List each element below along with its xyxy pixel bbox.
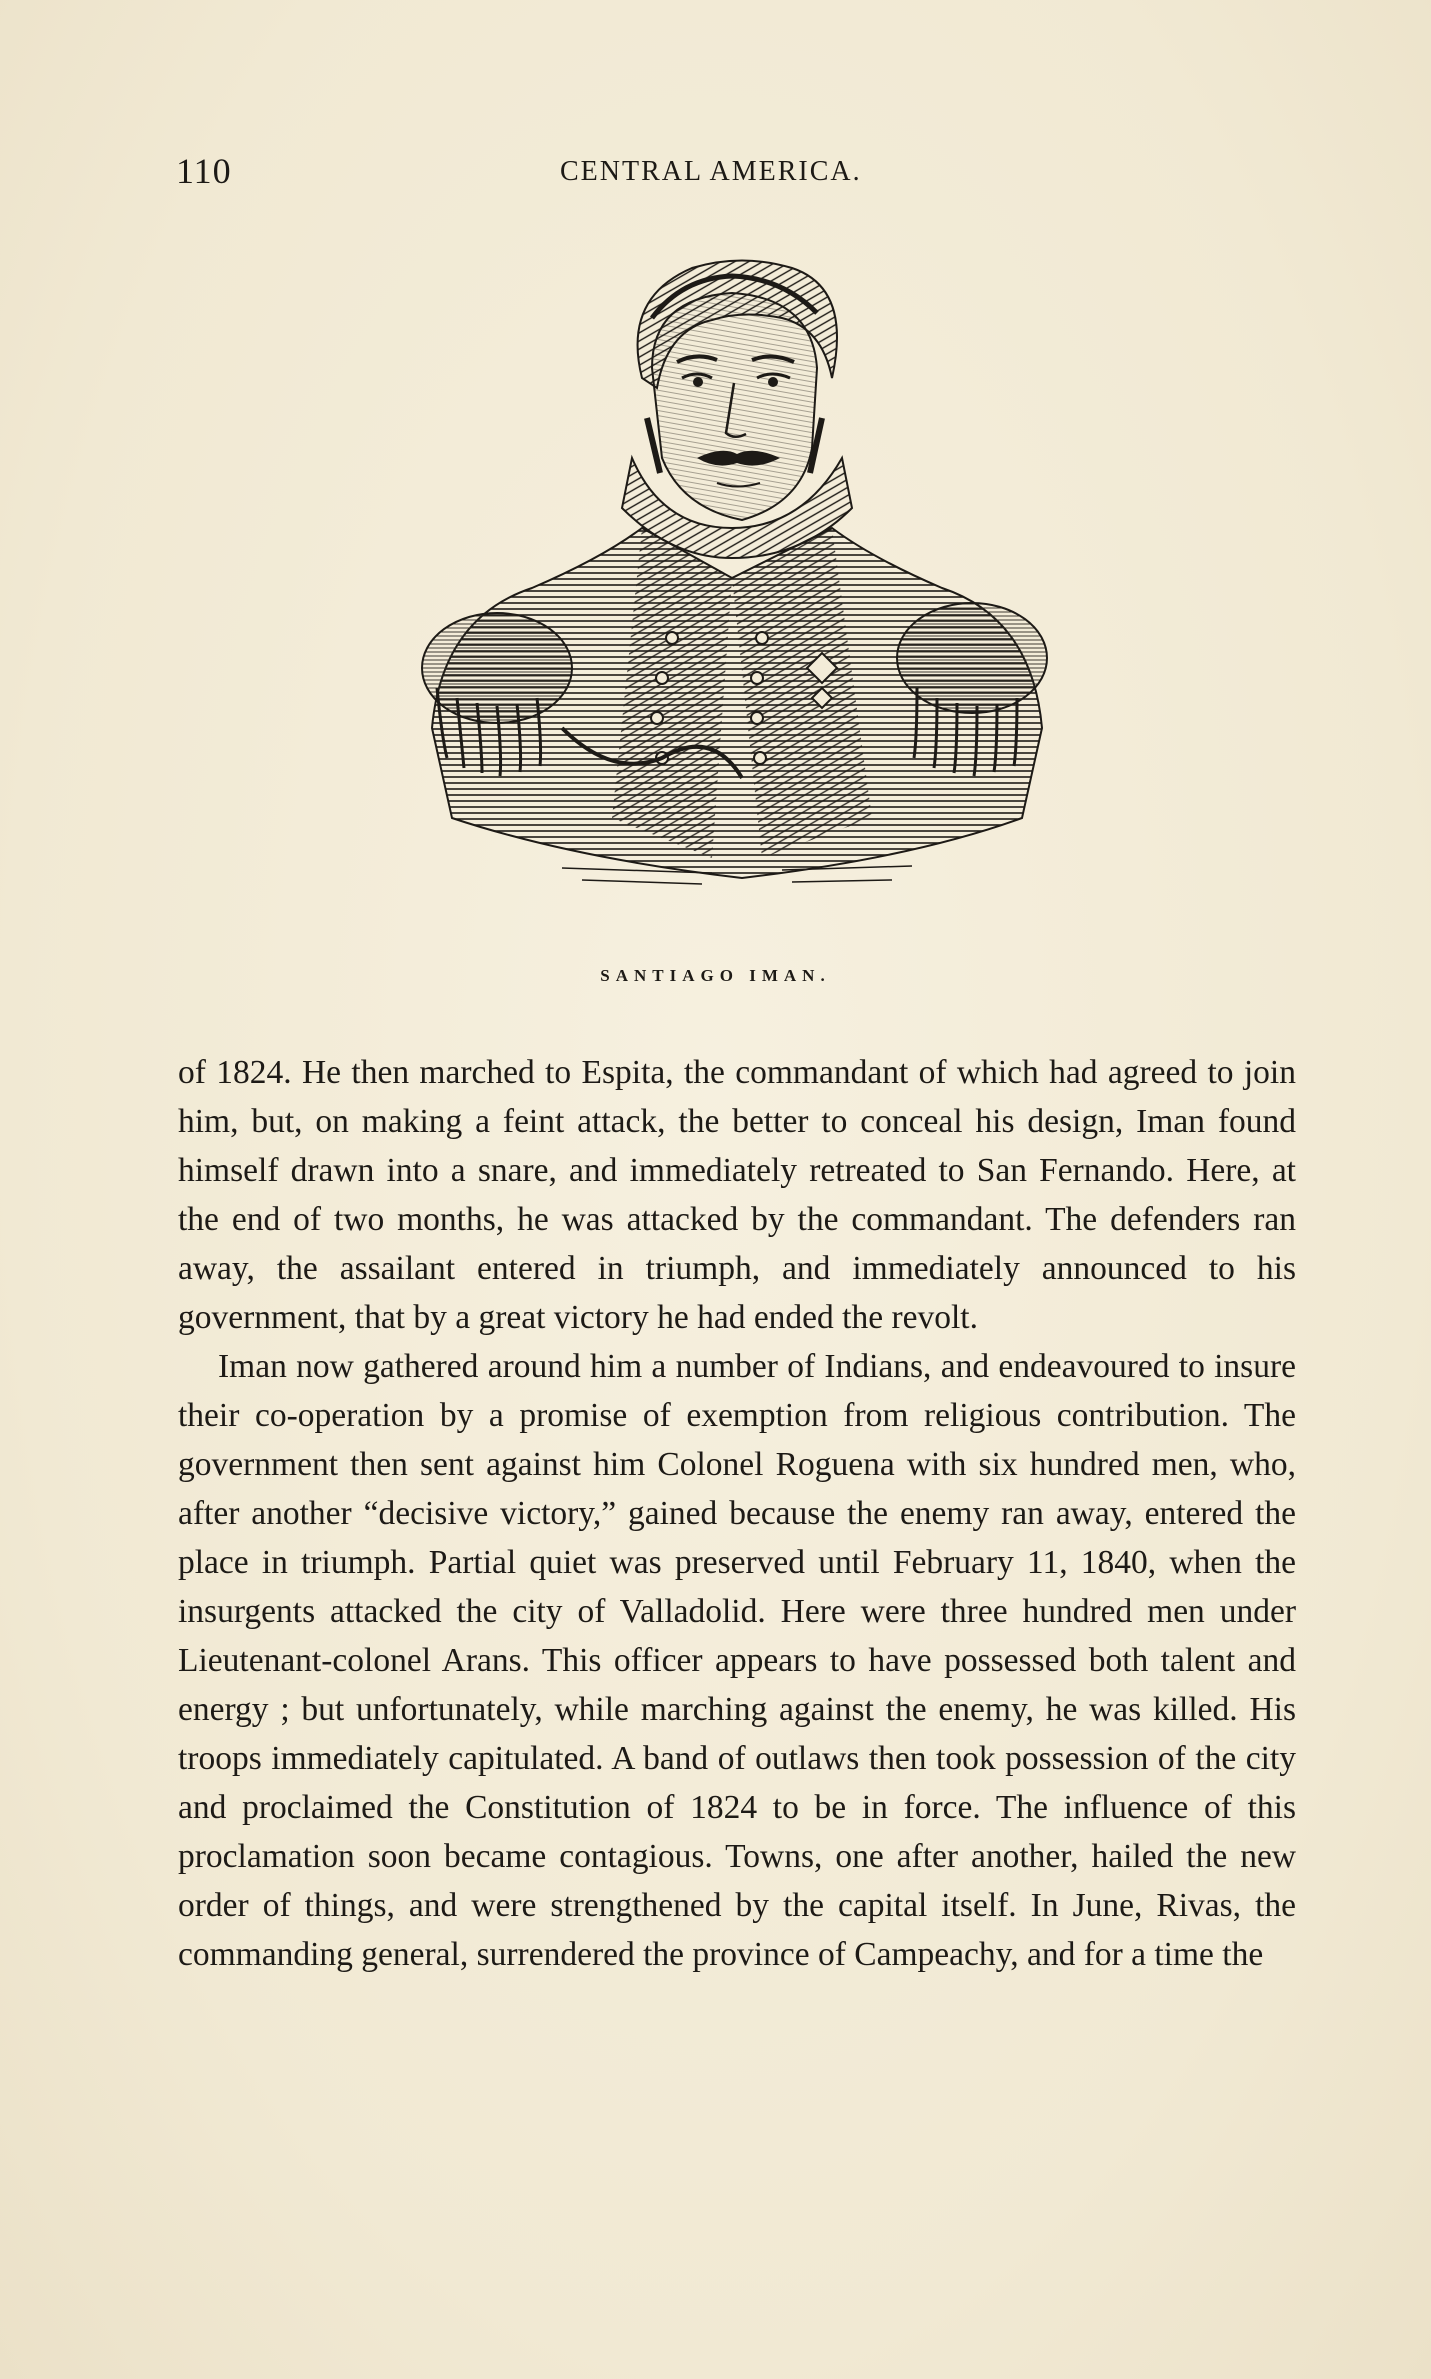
page-number: 110	[176, 151, 232, 191]
portrait-engraving	[412, 258, 1052, 938]
running-head	[176, 150, 1316, 198]
paragraph-2: Iman now gathered around him a number of Indians, and endeavoured to insure their co-operation by a promise of exemption from religious contribution. The government then sent against him Colonel Roguena with six hundred men, who, after another “decisive victory,” gained because the enemy ran away, entered the place in triumph. Partial quiet was preserved until February 11, 1840, when the insurgents attacked the city of Valladolid. Here were three hundred men under Lieutenant-colonel Arans. This officer appears to have possessed both talent and energy ; but unfortunately, while marching against the enemy, he was killed. His troops immediately capitulated. A band of outlaws then took possession of the city and proclaimed the Constitution of 1824 to be in force. The influence of this proclamation soon became contagious. Towns, one after another, hailed the new order of things, and were strengthened by the capital itself. In June, Rivas, the commanding general, surrendered the province of Campeachy, and for a time the	[178, 1348, 1296, 1973]
running-title: CENTRAL AMERICA.	[560, 156, 862, 187]
body-text	[178, 1048, 1296, 1979]
paragraph-1: of 1824. He then marched to Espita, the commandant of which had agreed to join him, but, on making a feint attack, the better to conceal his design, Iman found himself drawn into a snare, and immediately retreated to San Fernando. Here, at the end of two months, he was attacked by the commandant. The defenders ran away, the assailant entered in triumph, and immediately announced to his government, that by a great victory he had ended the revolt.	[178, 1054, 1296, 1336]
portrait-caption: SANTIAGO IMAN.	[600, 966, 831, 985]
